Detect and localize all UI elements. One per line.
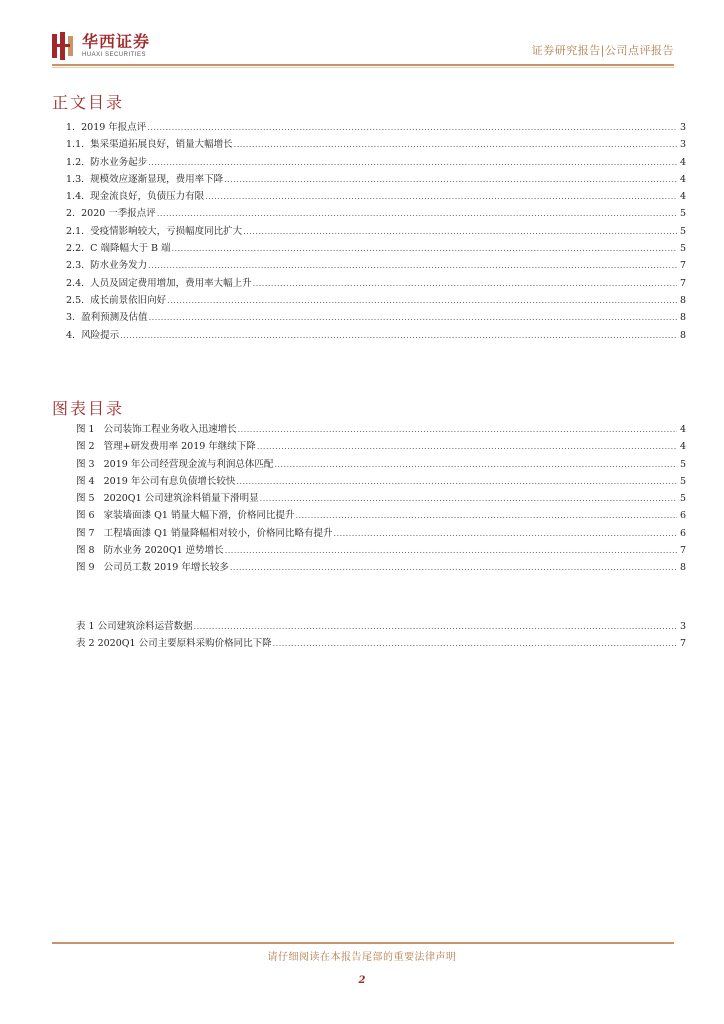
logo-mark-icon [52, 32, 74, 60]
dot-leader [274, 460, 677, 469]
dot-leader [260, 494, 677, 503]
table-entry-page: 7 [679, 638, 686, 650]
dot-leader [257, 442, 677, 451]
dot-leader [253, 279, 677, 288]
toc-entry-label: 2. 2020 一季报点评 [66, 208, 156, 220]
dot-leader [194, 622, 677, 631]
table-entry[interactable] [76, 618, 686, 635]
dot-leader [225, 546, 677, 555]
footer-divider [52, 942, 674, 944]
toc-entry-page: 4 [679, 156, 686, 168]
header-divider [52, 64, 674, 66]
figure-entry-label: 图 8 防水业务 2020Q1 逆势增长 [76, 545, 224, 557]
toc-entry[interactable] [66, 327, 686, 344]
company-logo [52, 32, 150, 60]
toc-entry-page: 8 [679, 312, 686, 324]
dot-leader [230, 563, 677, 572]
toc-entry-page: 7 [679, 260, 686, 272]
toc-entry[interactable] [66, 136, 686, 153]
figure-entry-label: 图 3 2019 年公司经营现金流与利润总体匹配 [76, 458, 274, 470]
dot-leader [334, 529, 678, 538]
toc-entry-label: 2.2. C 端降幅大于 B 端 [66, 243, 171, 255]
toc-entry-label: 3. 盈利预测及估值 [66, 312, 148, 324]
figure-entry-page: 4 [679, 424, 686, 435]
dot-leader [149, 313, 677, 322]
legal-disclaimer: 请仔细阅读在本报告尾部的重要法律声明 [267, 952, 457, 963]
toc-entry-page: 4 [679, 173, 686, 185]
toc-entry[interactable] [66, 171, 686, 188]
figure-entry[interactable] [76, 559, 686, 576]
dot-leader [234, 140, 677, 149]
figure-list [76, 421, 686, 577]
dot-leader [157, 209, 677, 218]
table-entry-page: 3 [679, 621, 686, 632]
toc-entry-page: 7 [679, 277, 686, 289]
figure-entry-label: 图 1 公司装饰工程业务收入迅速增长 [76, 424, 237, 435]
dot-leader [171, 244, 677, 253]
toc-list [66, 119, 686, 344]
figure-entry-label: 图 7 工程墙面漆 Q1 销量降幅相对较小，价格同比略有提升 [76, 527, 333, 539]
table-entry-label: 表 1 公司建筑涂料运营数据 [76, 621, 193, 632]
toc-entry[interactable] [66, 188, 686, 205]
dot-leader [205, 192, 677, 201]
toc-entry-label: 2.5. 成长前景依旧向好 [66, 294, 167, 306]
toc-entry-label: 1.4. 现金流良好，负债压力有限 [66, 191, 205, 203]
dot-leader [296, 511, 678, 520]
figure-entry-label: 图 5 2020Q1 公司建筑涂料销量下滑明显 [76, 493, 259, 505]
toc-entry-page: 5 [679, 225, 686, 237]
toc-entry-page: 3 [679, 139, 686, 151]
figure-list-title: 图表目录 [52, 399, 125, 418]
figure-entry-label: 图 2 管理+研发费用率 2019 年继续下降 [76, 441, 256, 453]
toc-entry[interactable] [66, 205, 686, 222]
toc-entry-label: 1.3. 规模效应逐渐显现，费用率下降 [66, 173, 224, 185]
report-type-label: 证券研究报告|公司点评报告 [531, 44, 674, 57]
toc-entry-page: 3 [679, 122, 686, 133]
table-entry-label: 表 2 2020Q1 公司主要原料采购价格同比下降 [76, 638, 272, 650]
dot-leader [236, 477, 677, 486]
figure-entry[interactable] [76, 525, 686, 542]
toc-entry-page: 8 [679, 329, 686, 341]
toc-entry[interactable] [66, 119, 686, 136]
figure-entry-page: 8 [679, 562, 686, 574]
dot-leader [224, 175, 677, 184]
figure-entry-label: 图 9 公司员工数 2019 年增长较多 [76, 562, 229, 574]
page-header [52, 30, 674, 66]
figure-entry[interactable] [76, 421, 686, 438]
figure-entry-page: 4 [679, 441, 686, 453]
figure-entry[interactable] [76, 542, 686, 559]
logo-cn-text: 华西证券 [82, 32, 151, 51]
toc-entry-label: 2.1. 受疫情影响较大，亏损幅度同比扩大 [66, 225, 243, 237]
toc-entry[interactable] [66, 257, 686, 274]
toc-entry-label: 2.3. 防水业务发力 [66, 260, 148, 272]
figure-entry-label: 图 6 家装墙面漆 Q1 销量大幅下滑，价格同比提升 [76, 510, 295, 522]
toc-entry-page: 8 [679, 294, 686, 306]
dot-leader [148, 261, 677, 270]
toc-entry-page: 5 [679, 208, 686, 220]
figure-entry[interactable] [76, 490, 686, 507]
toc-entry-page: 5 [679, 243, 686, 255]
table-entry[interactable] [76, 635, 686, 652]
toc-entry-label: 1.1. 集采渠道拓展良好，销量大幅增长 [66, 139, 233, 151]
dot-leader [273, 639, 677, 648]
toc-entry-label: 4. 风险提示 [66, 329, 120, 341]
figure-entry[interactable] [76, 438, 686, 455]
toc-entry[interactable] [66, 240, 686, 257]
toc-entry-label: 1.2. 防水业务起步 [66, 156, 148, 168]
figure-entry[interactable] [76, 456, 686, 473]
dot-leader [238, 425, 677, 434]
toc-entry[interactable] [66, 223, 686, 240]
dot-leader [120, 331, 677, 340]
header-divider-thin [52, 67, 674, 68]
logo-en-text: HUAXI SECURITIES [82, 52, 147, 58]
figure-entry-page: 5 [679, 458, 686, 470]
toc-entry[interactable] [66, 292, 686, 309]
toc-entry-label: 2.4. 人员及固定费用增加，费用率大幅上升 [66, 277, 252, 289]
toc-entry-page: 4 [679, 191, 686, 203]
toc-entry[interactable] [66, 309, 686, 326]
toc-title: 正文目录 [52, 93, 125, 112]
figure-entry[interactable] [76, 473, 686, 490]
figure-entry-page: 6 [679, 527, 686, 539]
dot-leader [167, 296, 677, 305]
figure-entry-page: 6 [679, 510, 686, 522]
figure-entry-label: 图 4 2019 年公司有息负债增长较快 [76, 475, 236, 487]
toc-entry-label: 1. 2019 年报点评 [66, 122, 147, 133]
toc-entry[interactable] [66, 154, 686, 171]
dot-leader [147, 123, 677, 132]
table-list [76, 618, 686, 653]
dot-leader [243, 227, 677, 236]
dot-leader [148, 158, 677, 167]
figure-entry-page: 5 [679, 475, 686, 487]
toc-entry[interactable] [66, 275, 686, 292]
figure-entry[interactable] [76, 507, 686, 524]
figure-entry-page: 5 [679, 493, 686, 505]
figure-entry-page: 7 [679, 545, 686, 557]
page-number: 2 [358, 975, 366, 986]
